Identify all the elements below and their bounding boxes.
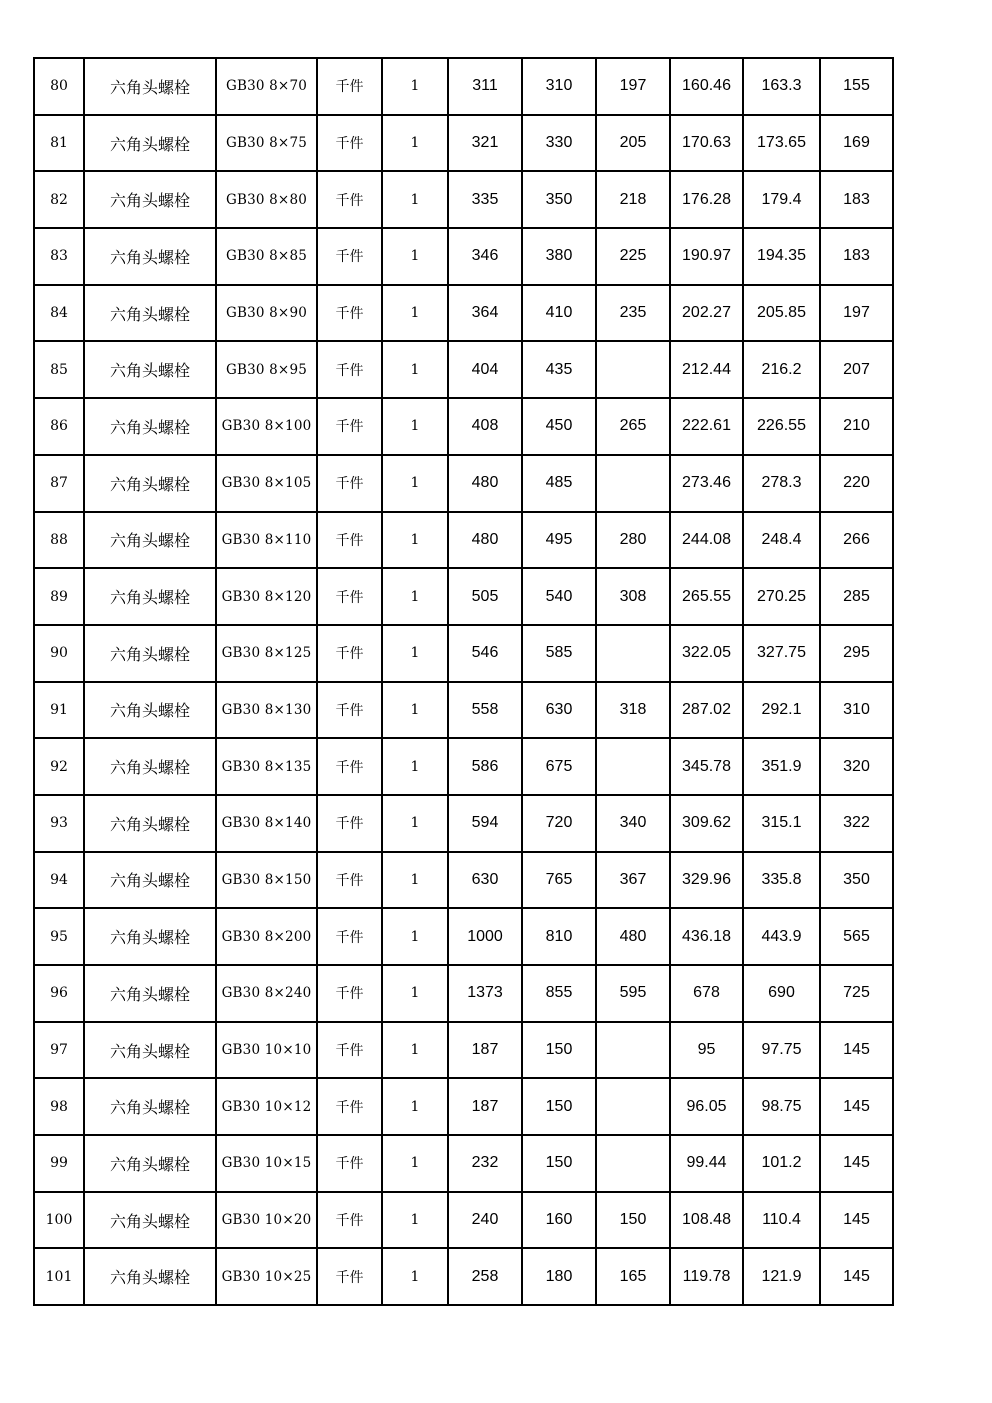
row-number-cell: 86: [34, 398, 84, 455]
unit-cell: 千件: [317, 171, 382, 228]
item-name-cell: 六角头螺栓: [84, 1192, 216, 1249]
value-cell-1: 594: [448, 795, 522, 852]
value-cell-4: 170.63: [670, 115, 743, 172]
spec-cell: GB30 10×20: [216, 1192, 317, 1249]
table-row: [34, 341, 893, 398]
value-cell-2: 160: [522, 1192, 596, 1249]
value-cell-1: 364: [448, 285, 522, 342]
value-cell-5: 173.65: [743, 115, 820, 172]
unit-cell: 千件: [317, 1078, 382, 1135]
spec-cell: GB30 8×125: [216, 625, 317, 682]
unit-cell: 千件: [317, 1248, 382, 1305]
table-row: [34, 568, 893, 625]
item-name-cell: 六角头螺栓: [84, 965, 216, 1022]
value-cell-1: 505: [448, 568, 522, 625]
quantity-cell: 1: [382, 455, 448, 512]
value-cell-3: 318: [596, 682, 670, 739]
row-number-cell: 93: [34, 795, 84, 852]
value-cell-2: 765: [522, 852, 596, 909]
row-number-cell: 81: [34, 115, 84, 172]
row-number-cell: 80: [34, 58, 84, 115]
price-table: [33, 57, 894, 1306]
quantity-cell: 1: [382, 1022, 448, 1079]
value-cell-4: 309.62: [670, 795, 743, 852]
value-cell-5: 315.1: [743, 795, 820, 852]
row-number-cell: 92: [34, 738, 84, 795]
value-cell-1: 258: [448, 1248, 522, 1305]
quantity-cell: 1: [382, 341, 448, 398]
quantity-cell: 1: [382, 1248, 448, 1305]
value-cell-6: 310: [820, 682, 893, 739]
unit-cell: 千件: [317, 455, 382, 512]
value-cell-6: 197: [820, 285, 893, 342]
spec-cell: GB30 8×200: [216, 908, 317, 965]
value-cell-3: 265: [596, 398, 670, 455]
value-cell-6: 565: [820, 908, 893, 965]
unit-cell: 千件: [317, 115, 382, 172]
table-row: [34, 58, 893, 115]
item-name-cell: 六角头螺栓: [84, 1248, 216, 1305]
quantity-cell: 1: [382, 171, 448, 228]
item-name-cell: 六角头螺栓: [84, 341, 216, 398]
quantity-cell: 1: [382, 795, 448, 852]
value-cell-3: [596, 1022, 670, 1079]
quantity-cell: 1: [382, 1078, 448, 1135]
value-cell-4: 212.44: [670, 341, 743, 398]
value-cell-4: 287.02: [670, 682, 743, 739]
quantity-cell: 1: [382, 852, 448, 909]
value-cell-3: 225: [596, 228, 670, 285]
value-cell-1: 240: [448, 1192, 522, 1249]
value-cell-1: 480: [448, 455, 522, 512]
value-cell-6: 350: [820, 852, 893, 909]
row-number-cell: 84: [34, 285, 84, 342]
value-cell-2: 855: [522, 965, 596, 1022]
value-cell-3: 235: [596, 285, 670, 342]
value-cell-3: 308: [596, 568, 670, 625]
item-name-cell: 六角头螺栓: [84, 795, 216, 852]
value-cell-4: 96.05: [670, 1078, 743, 1135]
value-cell-5: 351.9: [743, 738, 820, 795]
unit-cell: 千件: [317, 285, 382, 342]
unit-cell: 千件: [317, 908, 382, 965]
value-cell-5: 278.3: [743, 455, 820, 512]
quantity-cell: 1: [382, 512, 448, 569]
value-cell-6: 220: [820, 455, 893, 512]
value-cell-1: 346: [448, 228, 522, 285]
spec-cell: GB30 8×80: [216, 171, 317, 228]
spec-cell: GB30 10×12: [216, 1078, 317, 1135]
value-cell-4: 190.97: [670, 228, 743, 285]
value-cell-3: 218: [596, 171, 670, 228]
unit-cell: 千件: [317, 512, 382, 569]
value-cell-1: 1373: [448, 965, 522, 1022]
value-cell-2: 380: [522, 228, 596, 285]
item-name-cell: 六角头螺栓: [84, 512, 216, 569]
value-cell-4: 322.05: [670, 625, 743, 682]
table-row: [34, 171, 893, 228]
unit-cell: 千件: [317, 1135, 382, 1192]
value-cell-1: 558: [448, 682, 522, 739]
value-cell-6: 145: [820, 1248, 893, 1305]
value-cell-6: 210: [820, 398, 893, 455]
value-cell-3: [596, 341, 670, 398]
row-number-cell: 85: [34, 341, 84, 398]
item-name-cell: 六角头螺栓: [84, 455, 216, 512]
value-cell-3: 197: [596, 58, 670, 115]
value-cell-4: 678: [670, 965, 743, 1022]
unit-cell: 千件: [317, 738, 382, 795]
item-name-cell: 六角头螺栓: [84, 115, 216, 172]
item-name-cell: 六角头螺栓: [84, 228, 216, 285]
quantity-cell: 1: [382, 908, 448, 965]
value-cell-4: 160.46: [670, 58, 743, 115]
spec-cell: GB30 8×140: [216, 795, 317, 852]
row-number-cell: 87: [34, 455, 84, 512]
value-cell-5: 226.55: [743, 398, 820, 455]
table-row: [34, 115, 893, 172]
value-cell-4: 119.78: [670, 1248, 743, 1305]
value-cell-2: 350: [522, 171, 596, 228]
spec-cell: GB30 8×150: [216, 852, 317, 909]
value-cell-1: 586: [448, 738, 522, 795]
value-cell-2: 450: [522, 398, 596, 455]
table-row: [34, 625, 893, 682]
value-cell-2: 585: [522, 625, 596, 682]
quantity-cell: 1: [382, 1192, 448, 1249]
value-cell-2: 810: [522, 908, 596, 965]
spec-cell: GB30 8×240: [216, 965, 317, 1022]
value-cell-5: 98.75: [743, 1078, 820, 1135]
row-number-cell: 101: [34, 1248, 84, 1305]
value-cell-5: 163.3: [743, 58, 820, 115]
spec-cell: GB30 10×25: [216, 1248, 317, 1305]
value-cell-1: 232: [448, 1135, 522, 1192]
quantity-cell: 1: [382, 682, 448, 739]
unit-cell: 千件: [317, 1022, 382, 1079]
table-row: [34, 965, 893, 1022]
value-cell-2: 150: [522, 1135, 596, 1192]
quantity-cell: 1: [382, 58, 448, 115]
value-cell-2: 720: [522, 795, 596, 852]
value-cell-5: 194.35: [743, 228, 820, 285]
value-cell-5: 327.75: [743, 625, 820, 682]
value-cell-3: [596, 1135, 670, 1192]
value-cell-6: 183: [820, 171, 893, 228]
value-cell-6: 145: [820, 1078, 893, 1135]
value-cell-4: 108.48: [670, 1192, 743, 1249]
table-row: [34, 1192, 893, 1249]
value-cell-1: 1000: [448, 908, 522, 965]
spec-cell: GB30 10×15: [216, 1135, 317, 1192]
row-number-cell: 99: [34, 1135, 84, 1192]
quantity-cell: 1: [382, 568, 448, 625]
value-cell-2: 310: [522, 58, 596, 115]
unit-cell: 千件: [317, 852, 382, 909]
value-cell-6: 295: [820, 625, 893, 682]
value-cell-2: 330: [522, 115, 596, 172]
value-cell-1: 321: [448, 115, 522, 172]
value-cell-6: 266: [820, 512, 893, 569]
value-cell-6: 145: [820, 1192, 893, 1249]
unit-cell: 千件: [317, 398, 382, 455]
row-number-cell: 97: [34, 1022, 84, 1079]
table-row: [34, 455, 893, 512]
item-name-cell: 六角头螺栓: [84, 908, 216, 965]
value-cell-5: 335.8: [743, 852, 820, 909]
item-name-cell: 六角头螺栓: [84, 171, 216, 228]
spec-cell: GB30 8×105: [216, 455, 317, 512]
row-number-cell: 100: [34, 1192, 84, 1249]
value-cell-2: 495: [522, 512, 596, 569]
table-row: [34, 512, 893, 569]
value-cell-6: 285: [820, 568, 893, 625]
quantity-cell: 1: [382, 115, 448, 172]
value-cell-3: [596, 738, 670, 795]
row-number-cell: 91: [34, 682, 84, 739]
value-cell-5: 690: [743, 965, 820, 1022]
item-name-cell: 六角头螺栓: [84, 852, 216, 909]
value-cell-1: 480: [448, 512, 522, 569]
value-cell-4: 436.18: [670, 908, 743, 965]
spec-cell: GB30 8×90: [216, 285, 317, 342]
value-cell-3: 340: [596, 795, 670, 852]
spec-cell: GB30 8×75: [216, 115, 317, 172]
value-cell-5: 292.1: [743, 682, 820, 739]
spec-cell: GB30 8×95: [216, 341, 317, 398]
quantity-cell: 1: [382, 1135, 448, 1192]
table-row: [34, 682, 893, 739]
value-cell-1: 630: [448, 852, 522, 909]
unit-cell: 千件: [317, 625, 382, 682]
row-number-cell: 90: [34, 625, 84, 682]
item-name-cell: 六角头螺栓: [84, 1022, 216, 1079]
value-cell-3: [596, 1078, 670, 1135]
value-cell-5: 248.4: [743, 512, 820, 569]
unit-cell: 千件: [317, 341, 382, 398]
value-cell-1: 187: [448, 1078, 522, 1135]
value-cell-3: 595: [596, 965, 670, 1022]
spec-cell: GB30 8×110: [216, 512, 317, 569]
value-cell-3: 150: [596, 1192, 670, 1249]
value-cell-4: 222.61: [670, 398, 743, 455]
value-cell-4: 265.55: [670, 568, 743, 625]
value-cell-5: 216.2: [743, 341, 820, 398]
value-cell-4: 95: [670, 1022, 743, 1079]
value-cell-3: [596, 625, 670, 682]
value-cell-2: 675: [522, 738, 596, 795]
value-cell-2: 150: [522, 1022, 596, 1079]
spec-cell: GB30 8×85: [216, 228, 317, 285]
value-cell-5: 179.4: [743, 171, 820, 228]
value-cell-6: 183: [820, 228, 893, 285]
item-name-cell: 六角头螺栓: [84, 738, 216, 795]
table-row: [34, 1248, 893, 1305]
item-name-cell: 六角头螺栓: [84, 625, 216, 682]
value-cell-3: 480: [596, 908, 670, 965]
row-number-cell: 95: [34, 908, 84, 965]
unit-cell: 千件: [317, 228, 382, 285]
table-row: [34, 795, 893, 852]
value-cell-2: 435: [522, 341, 596, 398]
value-cell-6: 155: [820, 58, 893, 115]
spec-cell: GB30 8×100: [216, 398, 317, 455]
value-cell-3: 280: [596, 512, 670, 569]
quantity-cell: 1: [382, 625, 448, 682]
value-cell-1: 408: [448, 398, 522, 455]
value-cell-2: 630: [522, 682, 596, 739]
item-name-cell: 六角头螺栓: [84, 398, 216, 455]
quantity-cell: 1: [382, 398, 448, 455]
unit-cell: 千件: [317, 1192, 382, 1249]
value-cell-6: 320: [820, 738, 893, 795]
value-cell-4: 176.28: [670, 171, 743, 228]
value-cell-6: 145: [820, 1022, 893, 1079]
table-row: [34, 852, 893, 909]
value-cell-5: 101.2: [743, 1135, 820, 1192]
spec-cell: GB30 10×10: [216, 1022, 317, 1079]
value-cell-4: 202.27: [670, 285, 743, 342]
row-number-cell: 94: [34, 852, 84, 909]
value-cell-6: 207: [820, 341, 893, 398]
item-name-cell: 六角头螺栓: [84, 682, 216, 739]
value-cell-4: 244.08: [670, 512, 743, 569]
row-number-cell: 83: [34, 228, 84, 285]
value-cell-2: 180: [522, 1248, 596, 1305]
value-cell-2: 540: [522, 568, 596, 625]
unit-cell: 千件: [317, 795, 382, 852]
value-cell-3: 205: [596, 115, 670, 172]
value-cell-1: 404: [448, 341, 522, 398]
table-row: [34, 1078, 893, 1135]
item-name-cell: 六角头螺栓: [84, 285, 216, 342]
value-cell-6: 322: [820, 795, 893, 852]
value-cell-3: [596, 455, 670, 512]
value-cell-6: 169: [820, 115, 893, 172]
table-row: [34, 1135, 893, 1192]
value-cell-5: 205.85: [743, 285, 820, 342]
value-cell-4: 273.46: [670, 455, 743, 512]
spec-cell: GB30 8×130: [216, 682, 317, 739]
value-cell-5: 121.9: [743, 1248, 820, 1305]
item-name-cell: 六角头螺栓: [84, 58, 216, 115]
value-cell-2: 485: [522, 455, 596, 512]
quantity-cell: 1: [382, 285, 448, 342]
value-cell-5: 110.4: [743, 1192, 820, 1249]
quantity-cell: 1: [382, 228, 448, 285]
value-cell-1: 311: [448, 58, 522, 115]
value-cell-1: 335: [448, 171, 522, 228]
value-cell-5: 270.25: [743, 568, 820, 625]
row-number-cell: 89: [34, 568, 84, 625]
value-cell-4: 99.44: [670, 1135, 743, 1192]
value-cell-3: 165: [596, 1248, 670, 1305]
value-cell-4: 345.78: [670, 738, 743, 795]
value-cell-1: 546: [448, 625, 522, 682]
table-row: [34, 908, 893, 965]
table-row: [34, 228, 893, 285]
unit-cell: 千件: [317, 568, 382, 625]
unit-cell: 千件: [317, 58, 382, 115]
unit-cell: 千件: [317, 682, 382, 739]
quantity-cell: 1: [382, 738, 448, 795]
item-name-cell: 六角头螺栓: [84, 1135, 216, 1192]
item-name-cell: 六角头螺栓: [84, 568, 216, 625]
row-number-cell: 88: [34, 512, 84, 569]
value-cell-6: 725: [820, 965, 893, 1022]
value-cell-2: 150: [522, 1078, 596, 1135]
row-number-cell: 98: [34, 1078, 84, 1135]
unit-cell: 千件: [317, 965, 382, 1022]
spec-cell: GB30 8×70: [216, 58, 317, 115]
quantity-cell: 1: [382, 965, 448, 1022]
value-cell-3: 367: [596, 852, 670, 909]
row-number-cell: 96: [34, 965, 84, 1022]
value-cell-4: 329.96: [670, 852, 743, 909]
value-cell-5: 97.75: [743, 1022, 820, 1079]
spec-cell: GB30 8×135: [216, 738, 317, 795]
table-row: [34, 285, 893, 342]
value-cell-1: 187: [448, 1022, 522, 1079]
row-number-cell: 82: [34, 171, 84, 228]
item-name-cell: 六角头螺栓: [84, 1078, 216, 1135]
value-cell-5: 443.9: [743, 908, 820, 965]
value-cell-2: 410: [522, 285, 596, 342]
table-row: [34, 1022, 893, 1079]
table-row: [34, 398, 893, 455]
spec-cell: GB30 8×120: [216, 568, 317, 625]
table-row: [34, 738, 893, 795]
value-cell-6: 145: [820, 1135, 893, 1192]
